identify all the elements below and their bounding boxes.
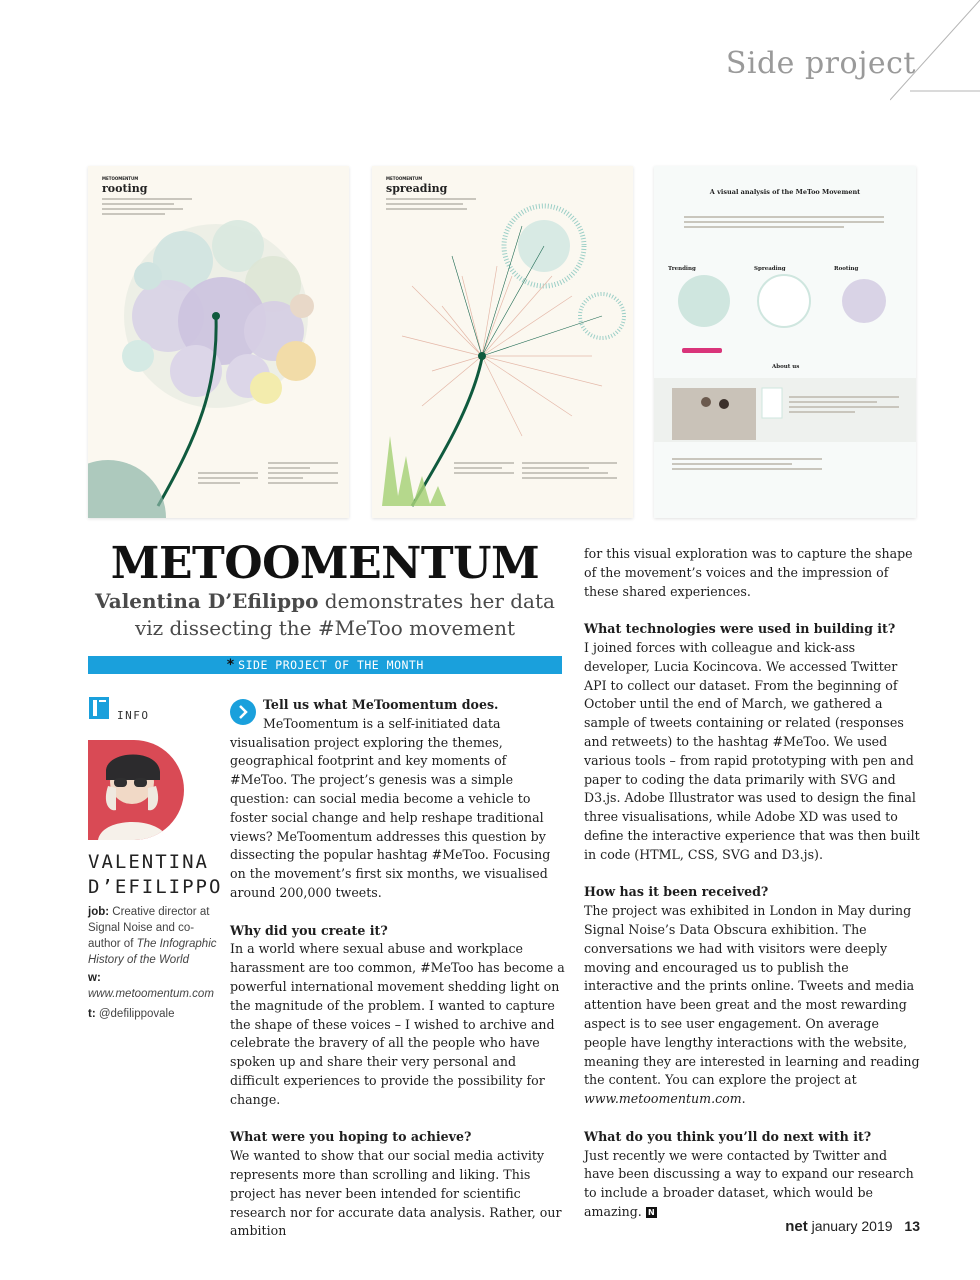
question-heading: What technologies were used in building it? <box>584 621 896 637</box>
web-link[interactable]: www.metoomentum.com <box>88 988 214 1000</box>
poster-legend <box>268 462 338 487</box>
project-link[interactable]: www.metoomentum.com <box>584 1091 742 1107</box>
page-footer <box>785 1218 920 1235</box>
side-project-strap <box>88 656 562 674</box>
question-heading: Why did you create it? <box>230 922 388 938</box>
poster-kicker: METOOMENTUM <box>102 176 139 181</box>
twitter-handle[interactable]: @defilippovale <box>95 1008 175 1020</box>
twitter-label: t: <box>88 1008 96 1020</box>
article-column-middle <box>230 696 566 1241</box>
question-heading: How has it been received? <box>584 884 769 900</box>
corner-decoration <box>890 0 980 110</box>
issue-date: january 2019 <box>811 1218 893 1234</box>
author-name-line: VALENTINA <box>88 851 209 873</box>
website-section-label: Rooting <box>834 266 859 272</box>
standfirst-text: demonstrates her data viz dissecting the #MeToo movement <box>134 589 555 640</box>
job-text: Creative director at Signal Noise and co-author of <box>88 906 210 950</box>
info-label: INFO <box>117 709 150 722</box>
header-rule <box>760 90 980 92</box>
job-label: job: <box>88 906 110 918</box>
article-standfirst <box>88 588 562 642</box>
answer-paragraph: We wanted to show that our social media activity represents more than scrolling and liking. This project has never been intended for scientific research nor for accurate data analysis. Rather, our ambition <box>230 1148 562 1239</box>
strap-text: SIDE PROJECT OF THE MONTH <box>238 658 424 672</box>
question-heading: What do you think you’ll do next with it? <box>584 1128 872 1144</box>
website-about-text <box>789 396 899 416</box>
poster-rooting-image <box>88 166 349 518</box>
website-section-label: Spreading <box>754 266 786 272</box>
info-book-icon <box>88 696 110 720</box>
website-about-label: About us <box>772 364 800 370</box>
web-label: w: <box>88 972 101 984</box>
answer-paragraph: MeToomentum is a self-initiated data visualisation project exploring the themes, geographical footprint and key moments of #MeToo. The project’s genesis was a simple question: can social media become a vehicle to foster social change and help reshape traditional views? MeToomentum addresses this question by dissecting the popular hashtag #MeToo. Focusing on the movement’s first six months, we visualised around 200,000 tweets. <box>230 715 551 900</box>
author-twitter <box>88 1006 220 1022</box>
article-headline: METOOMENTUM <box>110 538 540 589</box>
page-number: 13 <box>904 1218 920 1234</box>
website-footer-text <box>672 458 822 473</box>
book-title: The Infographic History of the World <box>88 938 217 966</box>
section-label: Side project <box>725 46 916 81</box>
answer-paragraph: I joined forces with colleague and kick-ass developer, Lucia Kocincova. We accessed Twitter API to collect our dataset. From the beginning of October until the end of March, we gathered a sample of tweets containing or related (responses and retweets) to the hashtag #MeToo. We used various tools – from rapid prototyping with pen and paper to coding the data primarily with SVG and D3.js. Adobe Illustrator was used to design the final three visualisations, while Adobe XD was used to define the interactive experience that was then built in code (HTML, CSS, SVG and D3.js). <box>584 639 920 862</box>
star-icon: * <box>226 657 236 673</box>
website-title: A visual analysis of the MeToo Movement <box>709 188 861 196</box>
question-heading: What were you hoping to achieve? <box>230 1129 472 1145</box>
answer-paragraph: In a world where sexual abuse and workplace harassment are too common, #MeToo has become a powerful international movement shedding light on the magnitude of the problem. I wanted to capture the shape of these voices – I wished to archive and celebrate the bravery of all the people who have spoken up and share their very personal and difficult experiences to provide the possibility for change. <box>230 941 565 1107</box>
website-screenshot-image <box>654 166 916 518</box>
poster-title: spreading <box>386 182 448 195</box>
poster-footnote <box>198 472 258 487</box>
poster-title: rooting <box>102 182 148 195</box>
website-section-label: Trending <box>668 266 696 272</box>
poster-spreading-image <box>372 166 633 518</box>
answer-paragraph: for this visual exploration was to capture the shape of the movement’s voices and the impression of these shared experiences. <box>584 546 913 599</box>
poster-footnote <box>454 462 514 477</box>
author-name <box>88 850 228 900</box>
author-photo <box>88 740 184 840</box>
standfirst-author: Valentina D’Efilippo <box>95 589 319 613</box>
answer-paragraph: Just recently we were contacted by Twitter and have been discussing a way to expand our research to include a broader dataset, which would be amazing. N <box>584 1147 914 1219</box>
answer-paragraph: The project was exhibited in London in May during Signal Noise’s Data Obscura exhibition. The conversations we had with visitors were deeply moving and encouraged us to publish the interactive and the prints online. Tweets and media attention have been great and the most rewarding aspect is to see user engagement. On average people have lengthy interactions with the website, meaning they are interested in learning and reading the content. You can explore the project at www.metoomentum.com. <box>584 903 920 1107</box>
end-mark-icon: N <box>646 1207 657 1218</box>
article-column-right <box>584 545 920 1222</box>
author-website <box>88 970 220 1002</box>
question-heading: Tell us what MeToomentum does. <box>263 697 499 712</box>
poster-map-legend <box>522 462 617 482</box>
magazine-brand: net <box>785 1218 808 1235</box>
author-name-line: D’EFILIPPO <box>88 876 223 898</box>
poster-kicker: METOOMENTUM <box>386 176 423 181</box>
author-job <box>88 904 220 968</box>
